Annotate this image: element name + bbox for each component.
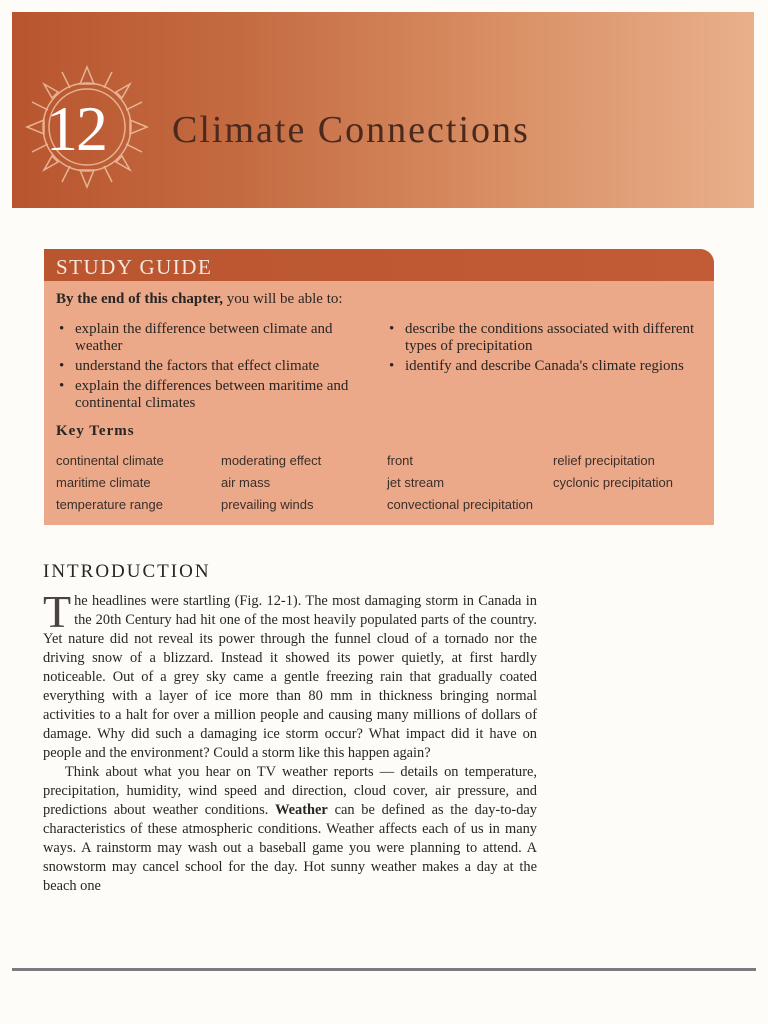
key-term: cyclonic precipitation (553, 475, 673, 490)
objective-item: • explain the difference between climate and weather (56, 321, 366, 355)
objective-item: • explain the differences between maritime and continental climates (56, 378, 366, 412)
objectives-intro-rest: you will be able to: (222, 291, 343, 307)
key-term: temperature range (56, 497, 163, 512)
objectives-list-left (56, 321, 366, 415)
key-term: front (387, 453, 414, 468)
key-term: moderating effect (221, 453, 322, 468)
key-term: maritime climate (56, 475, 151, 490)
key-term: jet stream (387, 475, 445, 490)
chapter-title: Climate Connections (172, 109, 530, 151)
paragraph (43, 763, 537, 896)
study-guide-heading: STUDY GUIDE (56, 255, 213, 279)
key-term: prevailing winds (221, 497, 314, 512)
objective-item: • describe the conditions associated with different types of precipitation (386, 321, 706, 355)
objectives-intro (56, 291, 343, 308)
footer-divider (12, 968, 756, 971)
study-guide-box (44, 249, 714, 525)
objectives-intro-bold: By the end of this chapter, (56, 291, 223, 307)
key-term: continental climate (56, 453, 164, 468)
key-term: air mass (221, 475, 271, 490)
introduction-body (43, 586, 537, 896)
objective-item: • identify and describe Canada's climate regions (386, 358, 706, 375)
paragraph-text: Think about what you hear on TV weather reports — details on temperature, precipitation, humidity, wind speed and direction, cloud cover, air pressure, and predictions about weather conditions. (43, 764, 537, 818)
objective-item: • understand the factors that effect climate (56, 358, 366, 375)
key-term: relief precipitation (553, 453, 655, 468)
paragraph-text: he headlines were startling (Fig. 12-1). The most damaging storm in Canada in the 20th Century had hit one of the most heavily populated parts of the country. Yet nature did not reveal its power through the funnel cloud of a tornado nor the driving snow of a blizzard. Instead it showed its power quietly, at first hardly noticeable. Out of a grey sky came a gentle freezing rain that gradually coated everything with a layer of ice more than 80 mm in thickness bringing normal activities to a halt for over a million people and causing many millions of dollars of damage. Why did such a damaging ice storm occur? What impact did it have on people and the environment? Could a storm like this happen again? (43, 593, 537, 761)
paragraph (43, 586, 537, 763)
chapter-banner (12, 12, 754, 208)
study-guide-header (44, 249, 714, 281)
key-term: convectional precipitation (387, 497, 533, 512)
objectives-list-right (386, 321, 706, 378)
drop-cap: T (43, 586, 72, 637)
paragraph-text: can be defined as the day-to-day characteristics of these atmospheric conditions. Weather affects each of us in many ways. A rainstorm may wash out a baseball game you were planning to attend. A snowstorm may cancel school for the day. Hot sunny weather makes a day at the beach one (43, 802, 537, 894)
term-weather: Weather (275, 802, 328, 818)
key-terms-heading: Key Terms (56, 423, 135, 439)
chapter-number: 12 (46, 93, 106, 164)
introduction-heading: INTRODUCTION (43, 561, 211, 582)
